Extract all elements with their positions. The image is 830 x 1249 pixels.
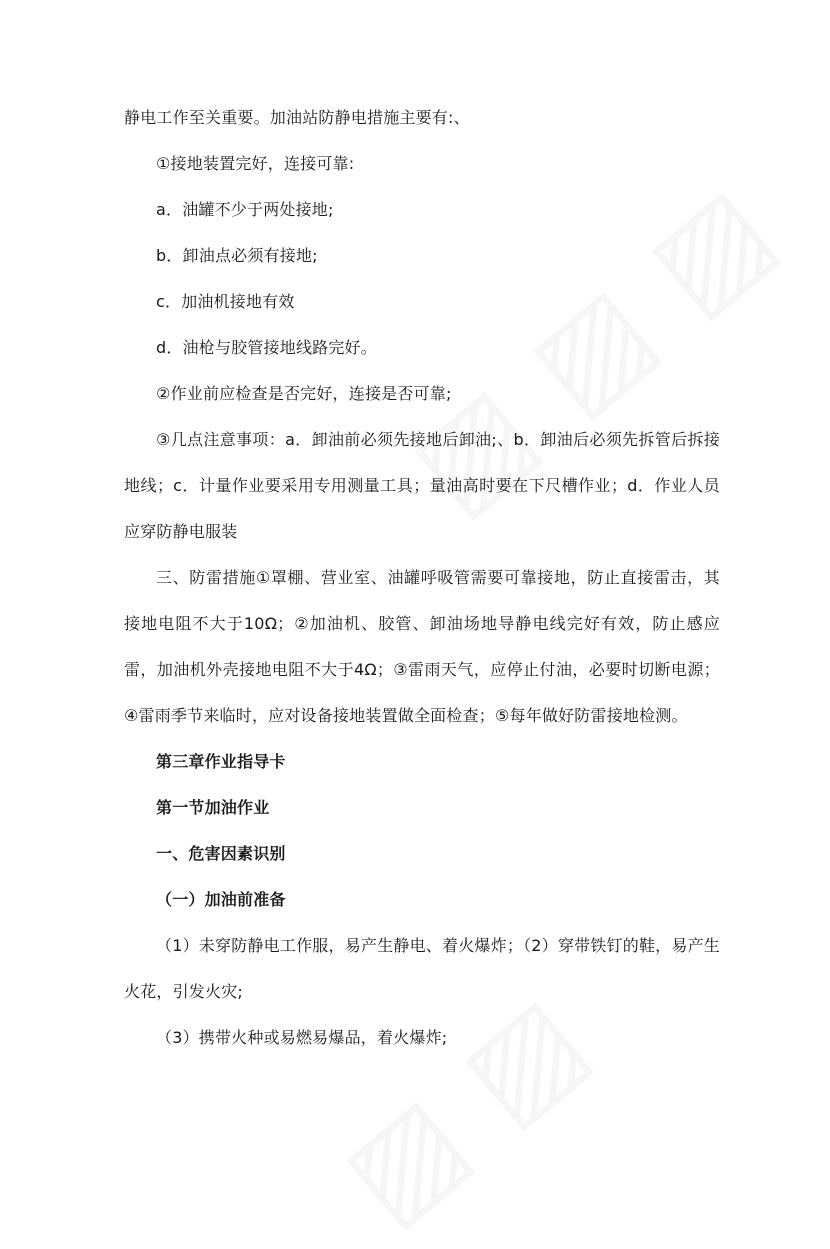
subsection-heading: 一、危害因素识别 — [156, 844, 286, 863]
section-heading: 第一节加油作业 — [156, 798, 270, 817]
paragraph: 三、防雷措施①罩棚、营业室、油罐呼吸管需要可靠接地，防止直接雷击，其接地电阻不大于10Ω；②加油机、胶管、卸油场地导静电线完好有效，防止感应雷，加油机外壳接地电阻不大于4Ω；③雷雨天气，应停止付油，必要时切断电源；④雷雨季节来临时，应对设备接地装置做全面检查；⑤每年做好防雷接地检测。 — [124, 568, 720, 725]
paragraph: （3）携带火种或易燃易爆品，着火爆炸; — [156, 1028, 448, 1047]
paragraph: a．油罐不少于两处接地; — [156, 200, 334, 219]
paragraph: ③几点注意事项：a．卸油前必须先接地后卸油;、b．卸油后必须先拆管后拆接地线；c．计量作业要采用专用测量工具；量油高时要在下尺槽作业；d．作业人员应穿防静电服装 — [124, 430, 720, 541]
subsection-heading: （一）加油前准备 — [156, 890, 286, 909]
chapter-heading: 第三章作业指导卡 — [156, 752, 286, 771]
paragraph: b．卸油点必须有接地; — [156, 246, 318, 265]
paragraph: 静电工作至关重要。加油站防静电措施主要有:、 — [124, 108, 470, 127]
paragraph: ①接地装置完好，连接可靠: — [156, 154, 355, 173]
document-body — [124, 95, 720, 1061]
paragraph: （1）未穿防静电工作服，易产生静电、着火爆炸；（2）穿带铁钉的鞋，易产生火花，引发火灾; — [124, 936, 720, 1001]
paragraph: c．加油机接地有效 — [156, 292, 295, 311]
paragraph: ②作业前应检查是否完好，连接是否可靠; — [156, 384, 452, 403]
paragraph: d．油枪与胶管接地线路完好。 — [156, 338, 377, 357]
